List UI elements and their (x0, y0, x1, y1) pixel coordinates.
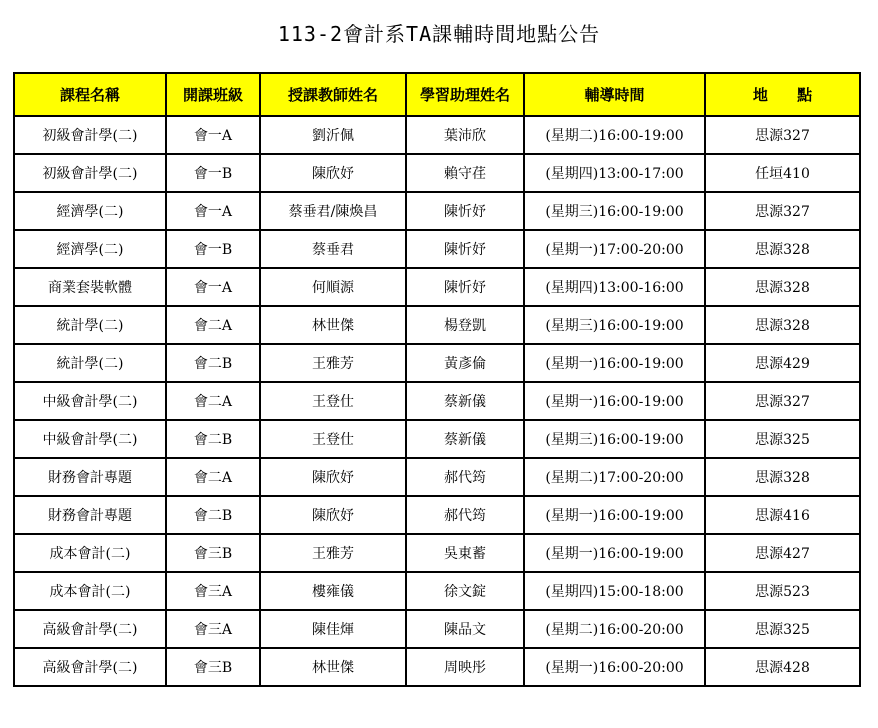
table-row (14, 534, 860, 572)
header-teacher: 授課教師姓名 (260, 73, 406, 116)
cell-course: 高級會計學(二) (14, 610, 166, 648)
cell-assistant: 葉沛欣 (406, 116, 524, 154)
cell-assistant: 陳品文 (406, 610, 524, 648)
cell-time: (星期一)16:00-20:00 (524, 648, 705, 686)
cell-class: 會一A (166, 116, 260, 154)
cell-class: 會三A (166, 572, 260, 610)
table-row (14, 344, 860, 382)
cell-teacher: 樓雍儀 (260, 572, 406, 610)
cell-teacher: 王登仕 (260, 382, 406, 420)
cell-location: 思源325 (705, 420, 860, 458)
cell-course: 統計學(二) (14, 306, 166, 344)
cell-time: (星期二)16:00-20:00 (524, 610, 705, 648)
table-body (14, 116, 860, 686)
cell-course: 商業套裝軟體 (14, 268, 166, 306)
table-row (14, 458, 860, 496)
cell-assistant: 賴守荏 (406, 154, 524, 192)
cell-teacher: 王雅芳 (260, 344, 406, 382)
cell-time: (星期三)16:00-19:00 (524, 306, 705, 344)
cell-assistant: 周映彤 (406, 648, 524, 686)
cell-location: 思源429 (705, 344, 860, 382)
cell-time: (星期一)16:00-19:00 (524, 382, 705, 420)
table-row (14, 420, 860, 458)
header-location: 地 點 (705, 73, 860, 116)
cell-teacher: 蔡垂君/陳煥昌 (260, 192, 406, 230)
page-title: 113-2會計系TA課輔時間地點公告 (277, 22, 601, 46)
cell-class: 會一A (166, 192, 260, 230)
cell-teacher: 何順源 (260, 268, 406, 306)
table-row (14, 496, 860, 534)
header-row (14, 73, 860, 116)
cell-teacher: 陳欣妤 (260, 496, 406, 534)
cell-teacher: 陳佳煇 (260, 610, 406, 648)
cell-location: 思源416 (705, 496, 860, 534)
table-row (14, 610, 860, 648)
table-row (14, 648, 860, 686)
cell-time: (星期三)16:00-19:00 (524, 192, 705, 230)
header-class: 開課班級 (166, 73, 260, 116)
cell-assistant: 徐文錠 (406, 572, 524, 610)
cell-class: 會一B (166, 230, 260, 268)
cell-course: 成本會計(二) (14, 534, 166, 572)
cell-location: 思源327 (705, 192, 860, 230)
cell-course: 中級會計學(二) (14, 382, 166, 420)
cell-time: (星期一)16:00-19:00 (524, 344, 705, 382)
cell-location: 思源328 (705, 268, 860, 306)
cell-course: 財務會計專題 (14, 458, 166, 496)
cell-time: (星期一)17:00-20:00 (524, 230, 705, 268)
cell-location: 任垣410 (705, 154, 860, 192)
cell-assistant: 蔡新儀 (406, 420, 524, 458)
cell-class: 會二A (166, 306, 260, 344)
cell-class: 會二B (166, 344, 260, 382)
cell-location: 思源523 (705, 572, 860, 610)
cell-time: (星期一)16:00-19:00 (524, 496, 705, 534)
cell-teacher: 林世傑 (260, 648, 406, 686)
cell-course: 成本會計(二) (14, 572, 166, 610)
cell-time: (星期三)16:00-19:00 (524, 420, 705, 458)
cell-assistant: 陳忻妤 (406, 230, 524, 268)
cell-time: (星期四)15:00-18:00 (524, 572, 705, 610)
cell-teacher: 王雅芳 (260, 534, 406, 572)
table-row (14, 572, 860, 610)
cell-course: 經濟學(二) (14, 192, 166, 230)
table-row (14, 382, 860, 420)
cell-location: 思源327 (705, 382, 860, 420)
cell-teacher: 王登仕 (260, 420, 406, 458)
cell-teacher: 陳欣妤 (260, 458, 406, 496)
cell-assistant: 郝代筠 (406, 496, 524, 534)
cell-time: (星期一)16:00-19:00 (524, 534, 705, 572)
header-assistant: 學習助理姓名 (406, 73, 524, 116)
cell-time: (星期二)16:00-19:00 (524, 116, 705, 154)
table-row (14, 268, 860, 306)
cell-location: 思源427 (705, 534, 860, 572)
cell-location: 思源328 (705, 306, 860, 344)
cell-assistant: 黃彥倫 (406, 344, 524, 382)
cell-class: 會一B (166, 154, 260, 192)
schedule-table (13, 72, 861, 687)
cell-course: 中級會計學(二) (14, 420, 166, 458)
cell-location: 思源328 (705, 230, 860, 268)
table-row (14, 192, 860, 230)
cell-course: 統計學(二) (14, 344, 166, 382)
cell-course: 財務會計專題 (14, 496, 166, 534)
cell-teacher: 林世傑 (260, 306, 406, 344)
cell-assistant: 郝代筠 (406, 458, 524, 496)
cell-course: 經濟學(二) (14, 230, 166, 268)
cell-class: 會二B (166, 496, 260, 534)
cell-class: 會三B (166, 534, 260, 572)
cell-assistant: 蔡新儀 (406, 382, 524, 420)
cell-time: (星期四)13:00-16:00 (524, 268, 705, 306)
cell-assistant: 吳東蓄 (406, 534, 524, 572)
cell-assistant: 楊登凱 (406, 306, 524, 344)
cell-location: 思源328 (705, 458, 860, 496)
cell-class: 會二A (166, 382, 260, 420)
cell-teacher: 劉沂佩 (260, 116, 406, 154)
cell-class: 會二A (166, 458, 260, 496)
table-row (14, 154, 860, 192)
header-time: 輔導時間 (524, 73, 705, 116)
cell-assistant: 陳忻妤 (406, 268, 524, 306)
cell-course: 高級會計學(二) (14, 648, 166, 686)
cell-class: 會二B (166, 420, 260, 458)
cell-time: (星期四)13:00-17:00 (524, 154, 705, 192)
cell-location: 思源327 (705, 116, 860, 154)
cell-teacher: 陳欣妤 (260, 154, 406, 192)
header-course: 課程名稱 (14, 73, 166, 116)
cell-class: 會三A (166, 610, 260, 648)
cell-class: 會一A (166, 268, 260, 306)
cell-location: 思源428 (705, 648, 860, 686)
table-row (14, 116, 860, 154)
cell-location: 思源325 (705, 610, 860, 648)
table-row (14, 230, 860, 268)
cell-assistant: 陳忻妤 (406, 192, 524, 230)
cell-teacher: 蔡垂君 (260, 230, 406, 268)
cell-course: 初級會計學(二) (14, 154, 166, 192)
cell-time: (星期二)17:00-20:00 (524, 458, 705, 496)
cell-course: 初級會計學(二) (14, 116, 166, 154)
cell-class: 會三B (166, 648, 260, 686)
table-row (14, 306, 860, 344)
